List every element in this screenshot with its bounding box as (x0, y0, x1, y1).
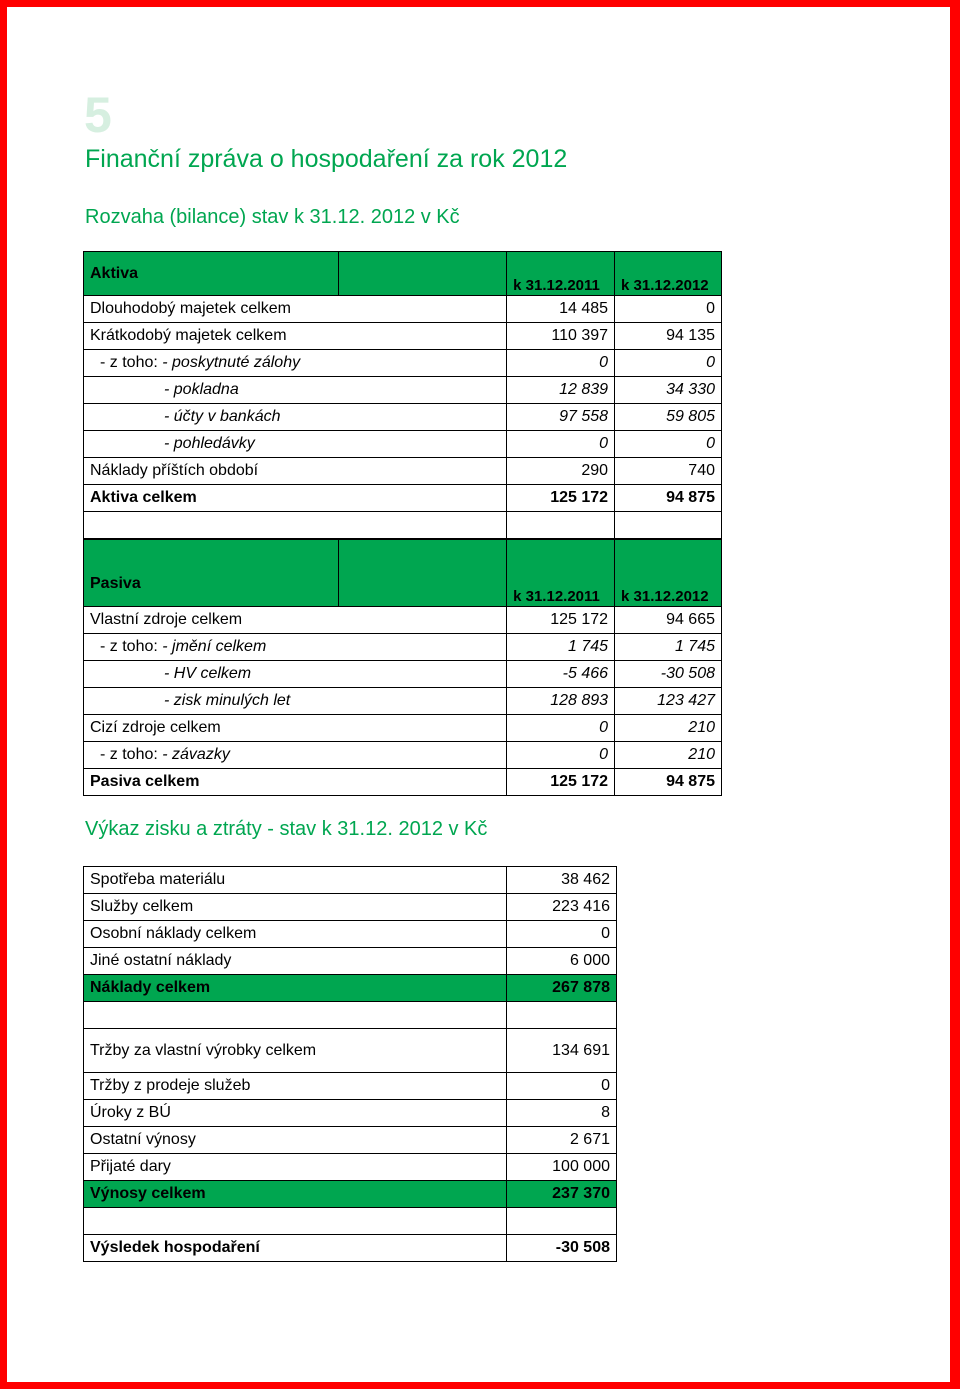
row-value-2011: -5 466 (507, 661, 615, 688)
row-value-2012: 94 135 (615, 323, 722, 350)
row-sublabel: - poskytnuté zálohy (162, 354, 301, 371)
row-value-2012: 210 (615, 715, 722, 742)
row-prefix: - z toho: (100, 354, 163, 371)
table-row (84, 607, 722, 634)
row-label: Úroky z BÚ (84, 1100, 507, 1127)
table-row (84, 1127, 617, 1154)
row-label: - účty v bankách (84, 404, 507, 431)
aktiva-col2-header: k 31.12.2012 (615, 252, 722, 296)
row-label: Ostatní výnosy (84, 1127, 507, 1154)
aktiva-header-spacer (338, 252, 507, 296)
row-value: 134 691 (507, 1029, 617, 1073)
row-label: - zisk minulých let (84, 688, 507, 715)
table-row (84, 404, 722, 431)
aktiva-total-row (84, 485, 722, 512)
row-value-2012: 59 805 (615, 404, 722, 431)
row-label: Aktiva celkem (84, 485, 507, 512)
row-value: 100 000 (507, 1154, 617, 1181)
row-label: Výnosy celkem (84, 1181, 507, 1208)
row-sublabel: - závazky (162, 746, 230, 763)
table-row (84, 458, 722, 485)
row-value-2012: 94 665 (615, 607, 722, 634)
profit-loss-table (83, 866, 617, 1262)
row-label: Služby celkem (84, 894, 507, 921)
row-value-2012: -30 508 (615, 661, 722, 688)
row-label: - pohledávky (84, 431, 507, 458)
aktiva-table (83, 251, 722, 539)
row-value-2011: 0 (507, 715, 615, 742)
row-prefix: - z toho: (100, 638, 163, 655)
row-value-2011: 290 (507, 458, 615, 485)
costs-total-row (84, 975, 617, 1002)
row-value-2011: 14 485 (507, 296, 615, 323)
row-value: 2 671 (507, 1127, 617, 1154)
row-label: Náklady celkem (84, 975, 507, 1002)
row-label: Vlastní zdroje celkem (84, 607, 507, 634)
row-label (84, 634, 507, 661)
table-row (84, 1100, 617, 1127)
table-row (84, 323, 722, 350)
row-label: Náklady příštích období (84, 458, 507, 485)
row-value: -30 508 (507, 1235, 617, 1262)
row-value-2011: 1 745 (507, 634, 615, 661)
row-label: Spotřeba materiálu (84, 867, 507, 894)
pl-subtitle: Výkaz zisku a ztráty - stav k 31.12. 2012 v Kč (85, 818, 488, 840)
row-value-2011: 0 (507, 350, 615, 377)
pasiva-header-spacer (338, 540, 507, 607)
row-prefix: - z toho: (100, 746, 163, 763)
row-label: - HV celkem (84, 661, 507, 688)
table-row (84, 377, 722, 404)
table-row (84, 948, 617, 975)
row-label: Pasiva celkem (84, 769, 507, 796)
table-row (84, 688, 722, 715)
pasiva-header: Pasiva (84, 540, 339, 607)
row-value-2011: 110 397 (507, 323, 615, 350)
row-label: Výsledek hospodaření (84, 1235, 507, 1262)
row-value: 267 878 (507, 975, 617, 1002)
table-row (84, 1029, 617, 1073)
row-label: Krátkodobý majetek celkem (84, 323, 507, 350)
row-label (84, 350, 507, 377)
result-row (84, 1235, 617, 1262)
row-value: 0 (507, 921, 617, 948)
table-row (84, 867, 617, 894)
table-row (84, 1154, 617, 1181)
table-row (84, 1073, 617, 1100)
row-value-2011: 0 (507, 431, 615, 458)
row-value-2012: 94 875 (615, 769, 722, 796)
table-row (84, 742, 722, 769)
row-value-2011: 125 172 (507, 769, 615, 796)
row-value: 38 462 (507, 867, 617, 894)
row-label: Přijaté dary (84, 1154, 507, 1181)
row-value-2011: 97 558 (507, 404, 615, 431)
empty-row (84, 512, 722, 539)
row-value-2012: 0 (615, 431, 722, 458)
row-value: 8 (507, 1100, 617, 1127)
aktiva-col1-header: k 31.12.2011 (507, 252, 615, 296)
pasiva-table (83, 539, 722, 796)
table-row (84, 921, 617, 948)
row-label: Cizí zdroje celkem (84, 715, 507, 742)
row-value-2011: 0 (507, 742, 615, 769)
table-row (84, 296, 722, 323)
row-sublabel: - jmění celkem (162, 638, 267, 655)
row-value-2012: 1 745 (615, 634, 722, 661)
row-value-2012: 94 875 (615, 485, 722, 512)
revenues-total-row (84, 1181, 617, 1208)
pasiva-total-row (84, 769, 722, 796)
row-label: - pokladna (84, 377, 507, 404)
row-value-2011: 125 172 (507, 485, 615, 512)
page-title: Finanční zpráva o hospodaření za rok 2012 (85, 145, 568, 173)
row-value: 237 370 (507, 1181, 617, 1208)
pasiva-col2-header: k 31.12.2012 (615, 540, 722, 607)
aktiva-header: Aktiva (84, 252, 339, 296)
row-value-2012: 0 (615, 296, 722, 323)
row-label: Dlouhodobý majetek celkem (84, 296, 507, 323)
row-label: Osobní náklady celkem (84, 921, 507, 948)
table-row (84, 894, 617, 921)
balance-subtitle: Rozvaha (bilance) stav k 31.12. 2012 v Kč (85, 206, 460, 228)
table-row (84, 661, 722, 688)
pasiva-col1-header: k 31.12.2011 (507, 540, 615, 607)
row-value-2012: 210 (615, 742, 722, 769)
row-label: Tržby z prodeje služeb (84, 1073, 507, 1100)
row-label (84, 742, 507, 769)
row-value: 223 416 (507, 894, 617, 921)
row-value-2012: 0 (615, 350, 722, 377)
row-value-2012: 34 330 (615, 377, 722, 404)
chapter-number: 5 (84, 87, 112, 143)
aktiva-header-row (84, 252, 722, 296)
empty-row (84, 1208, 617, 1235)
pasiva-header-row (84, 540, 722, 607)
row-value-2011: 128 893 (507, 688, 615, 715)
row-label: Jiné ostatní náklady (84, 948, 507, 975)
row-value-2012: 740 (615, 458, 722, 485)
row-label: Tržby za vlastní výrobky celkem (84, 1029, 339, 1073)
row-value-2011: 125 172 (507, 607, 615, 634)
row-value-2012: 123 427 (615, 688, 722, 715)
table-row (84, 350, 722, 377)
table-row (84, 634, 722, 661)
table-row (84, 715, 722, 742)
row-value-2011: 12 839 (507, 377, 615, 404)
row-value: 0 (507, 1073, 617, 1100)
row-value: 6 000 (507, 948, 617, 975)
empty-row (84, 1002, 617, 1029)
table-row (84, 431, 722, 458)
